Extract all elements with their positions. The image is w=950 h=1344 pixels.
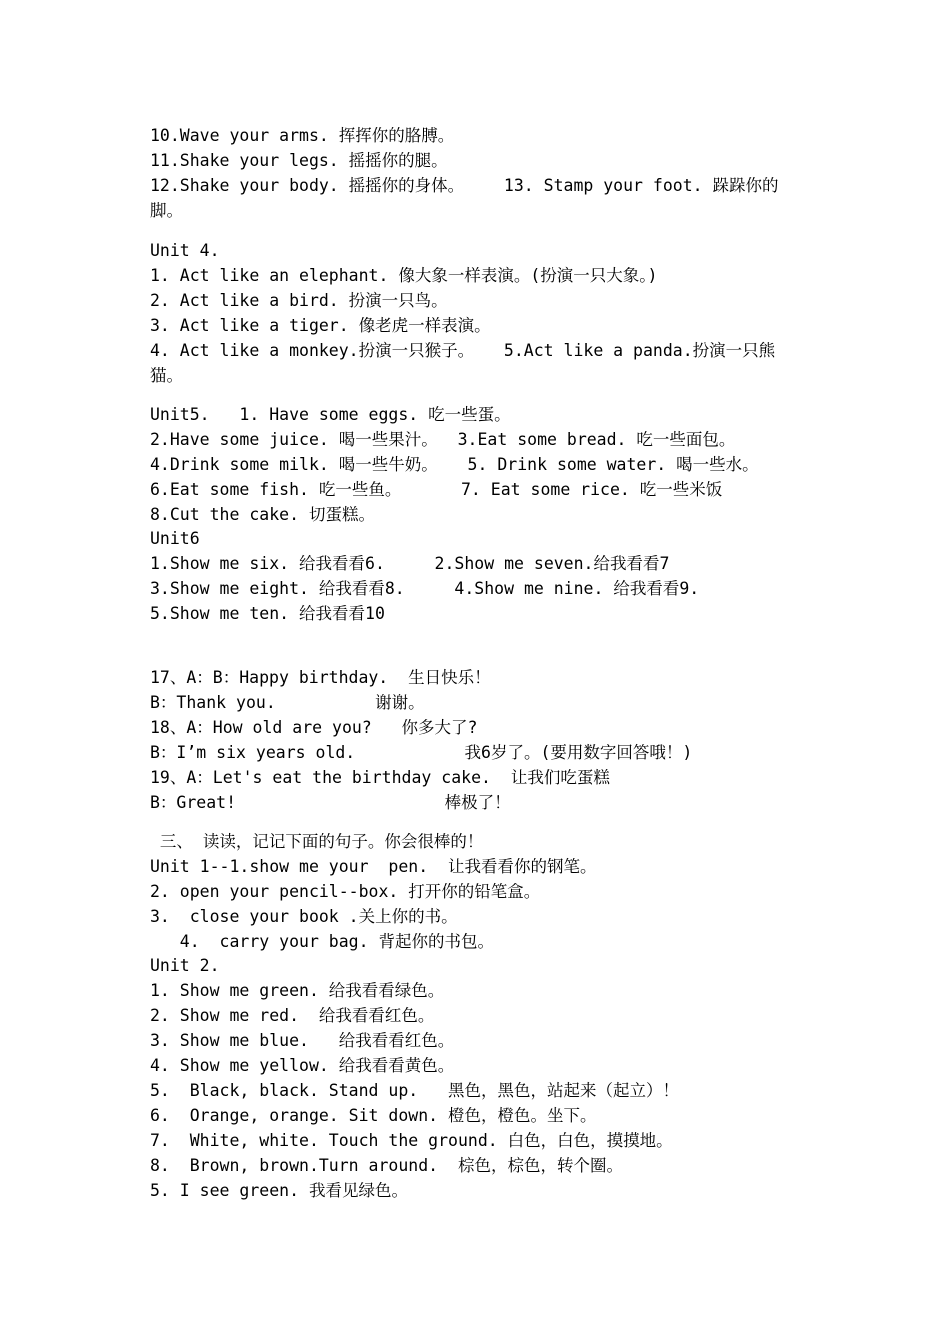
- text-line: 11.Shake your legs. 摇摇你的腿。: [150, 151, 448, 170]
- text-line: 脚。: [150, 201, 183, 220]
- text-line: 2. Show me red. 给我看看红色。: [150, 1006, 435, 1025]
- section-heading: Unit5. 1. Have some eggs. 吃一些蛋。: [150, 405, 511, 424]
- text-line: 猫。: [150, 366, 183, 385]
- text-line: 19、A：Let's eat the birthday cake. 让我们吃蛋糕: [150, 768, 610, 787]
- text-line: 3. Show me blue. 给我看看红色。: [150, 1031, 455, 1050]
- text-line: 6.Eat some fish. 吃一些鱼。 7. Eat some rice. 吃一些米饭: [150, 480, 723, 499]
- text-line: 2.Have some juice. 喝一些果汁。 3.Eat some bread. 吃一些面包。: [150, 430, 736, 449]
- text-line: B：Great! 棒极了！: [150, 793, 511, 812]
- text-line: 10.Wave your arms. 挥挥你的胳膊。: [150, 126, 455, 145]
- text-line: 3. Act like a tiger. 像老虎一样表演。: [150, 316, 491, 335]
- section-heading: Unit6: [150, 529, 200, 548]
- text-line: 5.Show me ten. 给我看看10: [150, 604, 385, 623]
- text-line: 2. Act like a bird. 扮演一只鸟。: [150, 291, 448, 310]
- text-line: 4. Act like a monkey.扮演一只猴子。 5.Act like a panda.扮演一只熊: [150, 341, 776, 360]
- text-line: 1. Show me green. 给我看看绿色。: [150, 981, 445, 1000]
- text-line: 8. Brown, brown.Turn around. 棕色，棕色，转个圈。: [150, 1156, 623, 1175]
- text-line: 1.Show me six. 给我看看6. 2.Show me seven.给我看看7: [150, 554, 670, 573]
- text-line: 5. I see green. 我看见绿色。: [150, 1181, 408, 1200]
- text-line: 7. White, white. Touch the ground. 白色，白色，摸摸地。: [150, 1131, 673, 1150]
- text-line: B：Thank you. 谢谢。: [150, 693, 425, 712]
- text-line: 5. Black, black. Stand up. 黑色，黑色，站起来（起立）！: [150, 1081, 680, 1100]
- section-heading: Unit 4.: [150, 241, 220, 260]
- text-line: 2. open your pencil--box. 打开你的铅笔盒。: [150, 882, 541, 901]
- section-heading: Unit 2.: [150, 956, 220, 975]
- text-line: 1. Act like an elephant. 像大象一样表演。(扮演一只大象。): [150, 266, 658, 285]
- text-line: Unit 1--1.show me your pen. 让我看看你的钢笔。: [150, 857, 597, 876]
- text-line: 12.Shake your body. 摇摇你的身体。 13. Stamp your foot. 跺跺你的: [150, 176, 779, 195]
- text-line: 6. Orange, orange. Sit down. 橙色，橙色。坐下。: [150, 1106, 597, 1125]
- text-line: 4. carry your bag. 背起你的书包。: [150, 932, 494, 951]
- text-line: 3.Show me eight. 给我看看8. 4.Show me nine. 给我看看9.: [150, 579, 700, 598]
- section-heading: 三、 读读，记记下面的句子。你会很棒的！: [150, 832, 484, 851]
- text-line: 18、A：How old are you? 你多大了?: [150, 718, 478, 737]
- text-line: B：I’m six years old. 我6岁了。(要用数字回答哦！): [150, 743, 693, 762]
- text-line: 17、A：B：Happy birthday. 生日快乐！: [150, 668, 491, 687]
- text-line: 4. Show me yellow. 给我看看黄色。: [150, 1056, 455, 1075]
- text-line: 3. close your book .关上你的书。: [150, 907, 458, 926]
- text-line: 8.Cut the cake. 切蛋糕。: [150, 505, 375, 524]
- text-line: 4.Drink some milk. 喝一些牛奶。 5. Drink some water. 喝一些水。: [150, 455, 759, 474]
